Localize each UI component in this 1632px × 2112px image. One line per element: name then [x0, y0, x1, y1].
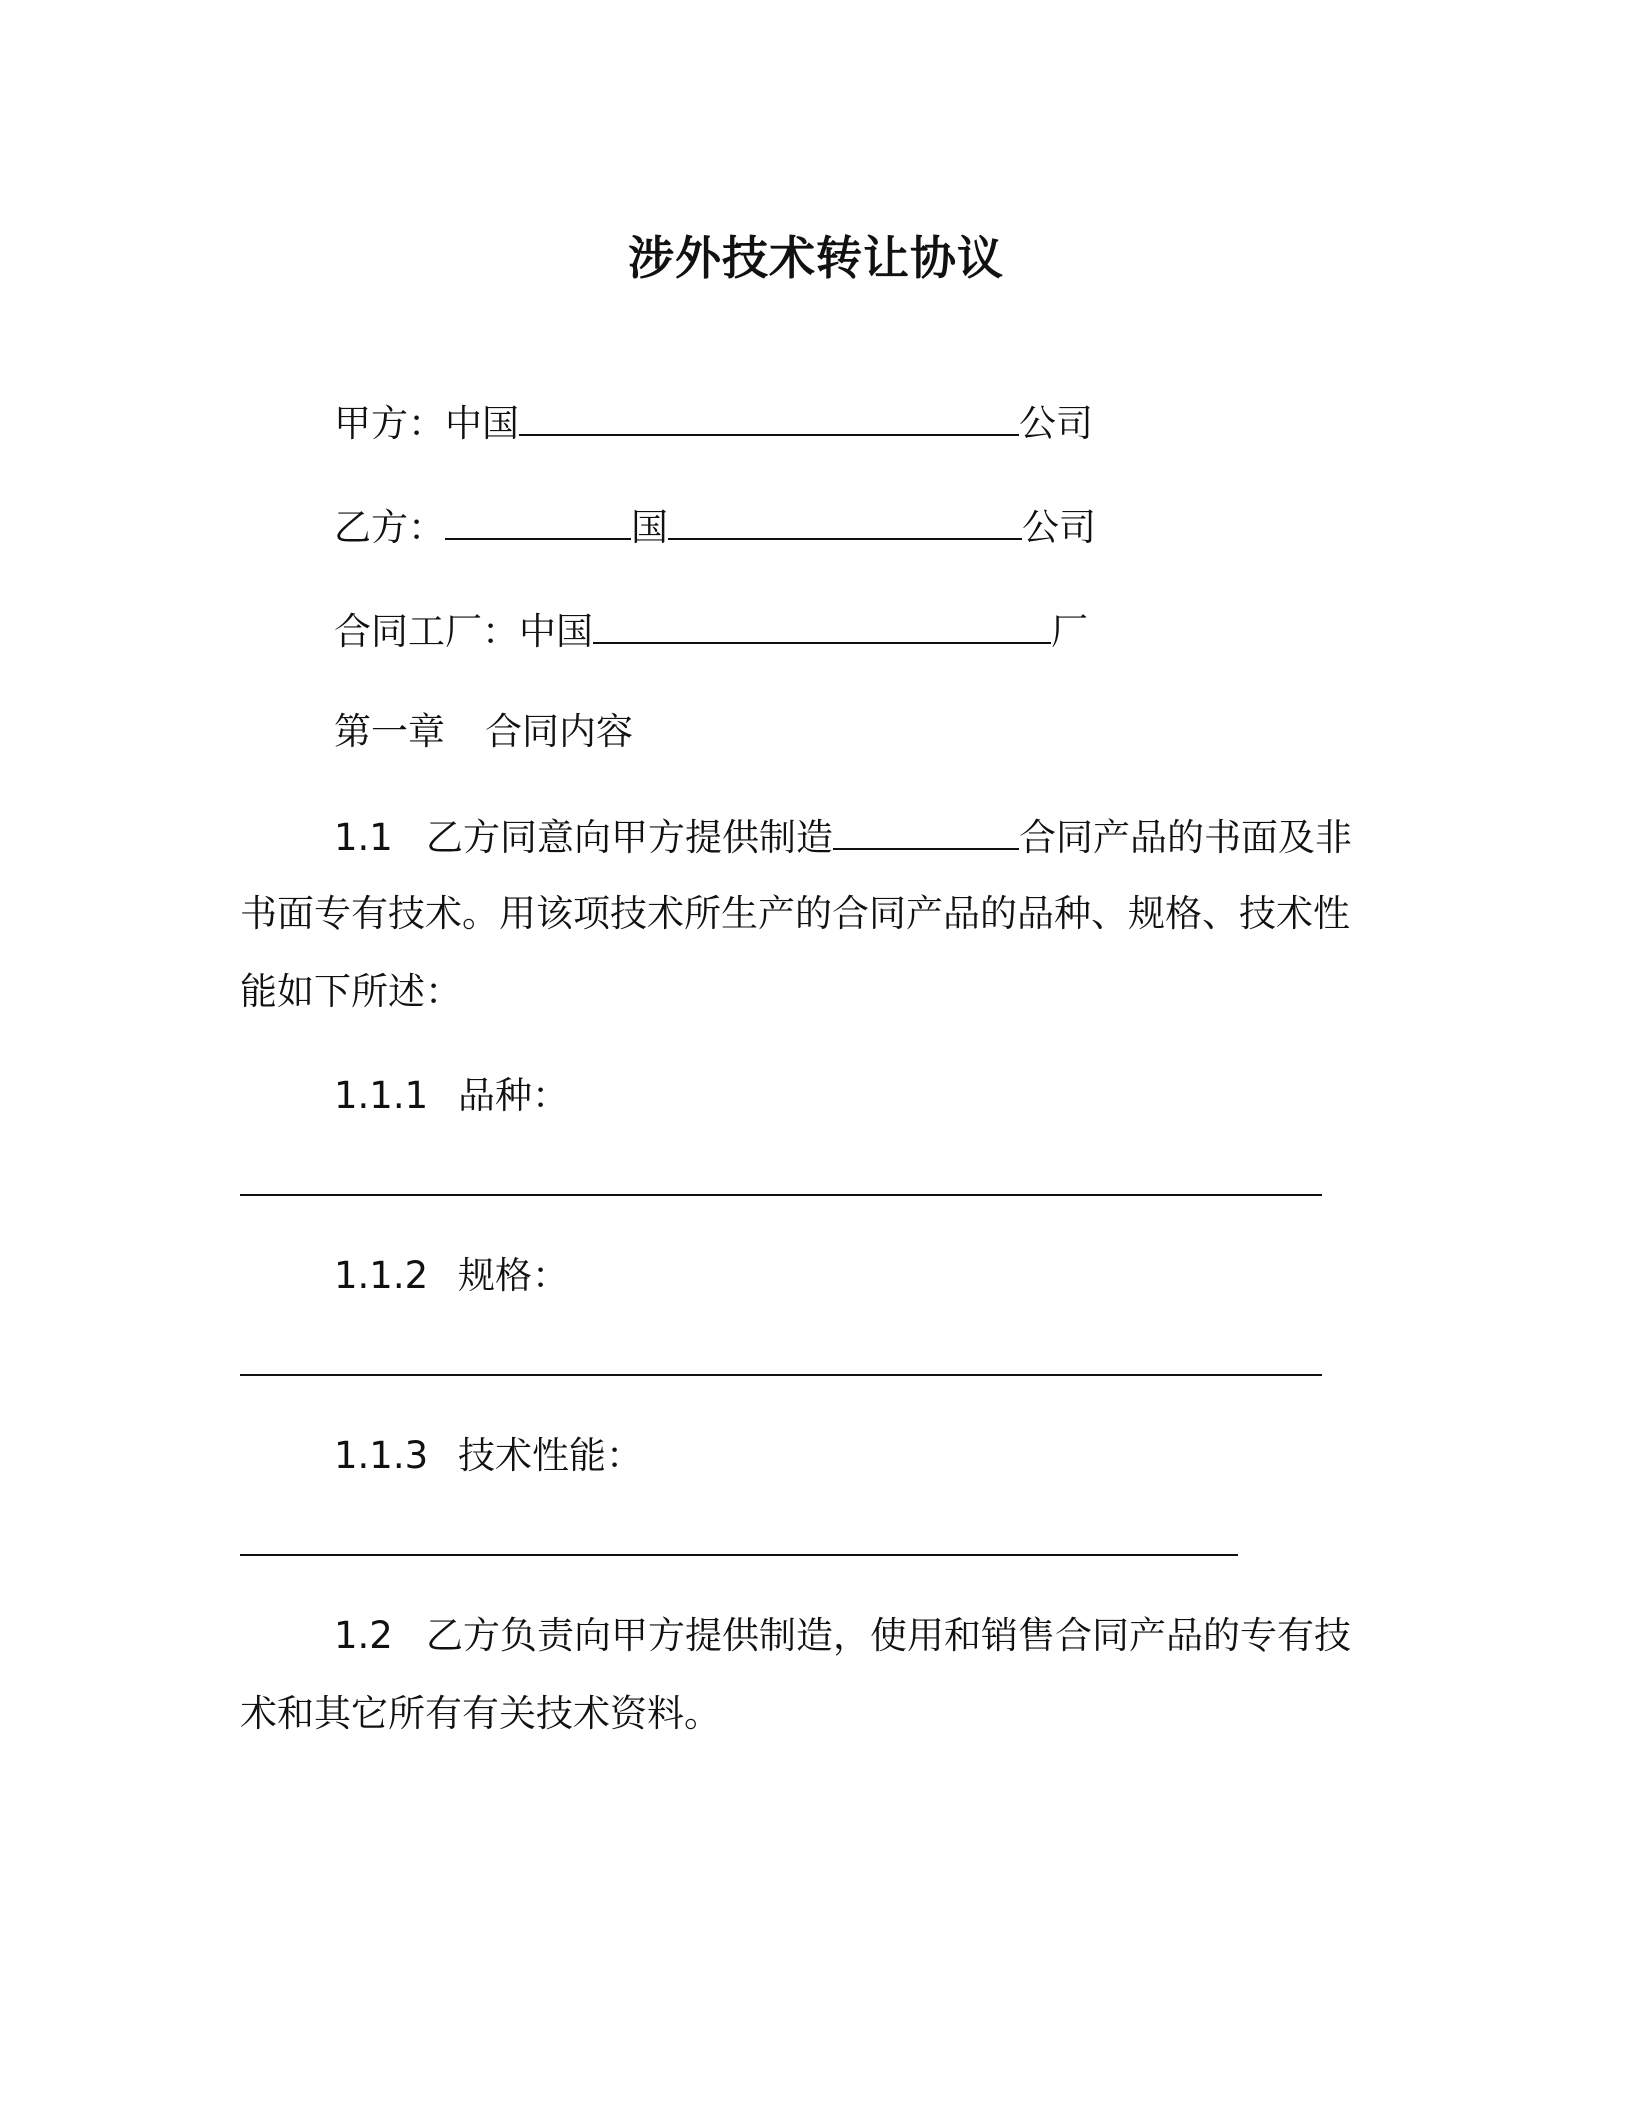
party-a-label: 甲方：中国 [334, 402, 519, 445]
clause-1-1-3-line [334, 1432, 643, 1480]
document-title: 涉外技术转让协议 [628, 231, 1004, 285]
clause-1-1-text-post: 合同产品的书面及非 [1019, 816, 1352, 859]
clause-1-1-product-blank [833, 812, 1019, 850]
clause-1-2-text-1: 乙方负责向甲方提供制造，使用和销售合同产品的专有技 [426, 1614, 1351, 1657]
clause-1-1-2-line [334, 1252, 569, 1300]
party-b-line [334, 502, 1096, 552]
clause-1-1-1-line [334, 1072, 569, 1120]
clause-1-1-1-number: 1.1.1 [334, 1074, 429, 1117]
factory-line [334, 606, 1088, 656]
clause-1-1-line-3: 能如下所述： [240, 970, 462, 1013]
chapter-number: 第一章 [334, 710, 445, 753]
clause-1-1-3-number: 1.1.3 [334, 1434, 429, 1477]
party-b-suffix: 公司 [1022, 506, 1096, 549]
party-a-line [334, 398, 1093, 448]
clause-1-1-3-blank [240, 1554, 1238, 1556]
factory-blank [593, 606, 1051, 644]
clause-1-1-line-1 [334, 812, 1352, 862]
party-a-blank [519, 398, 1019, 436]
clause-1-2-line-1 [334, 1612, 1351, 1660]
chapter-heading [334, 708, 633, 756]
clause-1-1-2-label: 规格： [458, 1254, 569, 1297]
clause-1-1-1-label: 品种： [458, 1074, 569, 1117]
party-b-mid: 国 [631, 506, 668, 549]
party-b-label: 乙方： [334, 506, 445, 549]
party-b-country-blank [445, 502, 631, 540]
clause-1-2-number: 1.2 [334, 1614, 393, 1657]
factory-suffix: 厂 [1051, 610, 1088, 653]
clause-1-1-3-label: 技术性能： [458, 1434, 643, 1477]
chapter-title: 合同内容 [485, 710, 633, 753]
clause-1-1-text-pre: 乙方同意向甲方提供制造 [426, 816, 833, 859]
clause-1-1-line-2: 书面专有技术。用该项技术所生产的合同产品的品种、规格、技术性 [240, 892, 1350, 935]
party-b-company-blank [668, 502, 1022, 540]
clause-1-1-number: 1.1 [334, 816, 393, 859]
party-a-suffix: 公司 [1019, 402, 1093, 445]
clause-1-1-2-blank [240, 1374, 1322, 1376]
clause-1-1-2-number: 1.1.2 [334, 1254, 429, 1297]
clause-1-2-line-2: 术和其它所有有关技术资料。 [240, 1692, 721, 1735]
clause-1-1-1-blank [240, 1194, 1322, 1196]
factory-label: 合同工厂：中国 [334, 610, 593, 653]
